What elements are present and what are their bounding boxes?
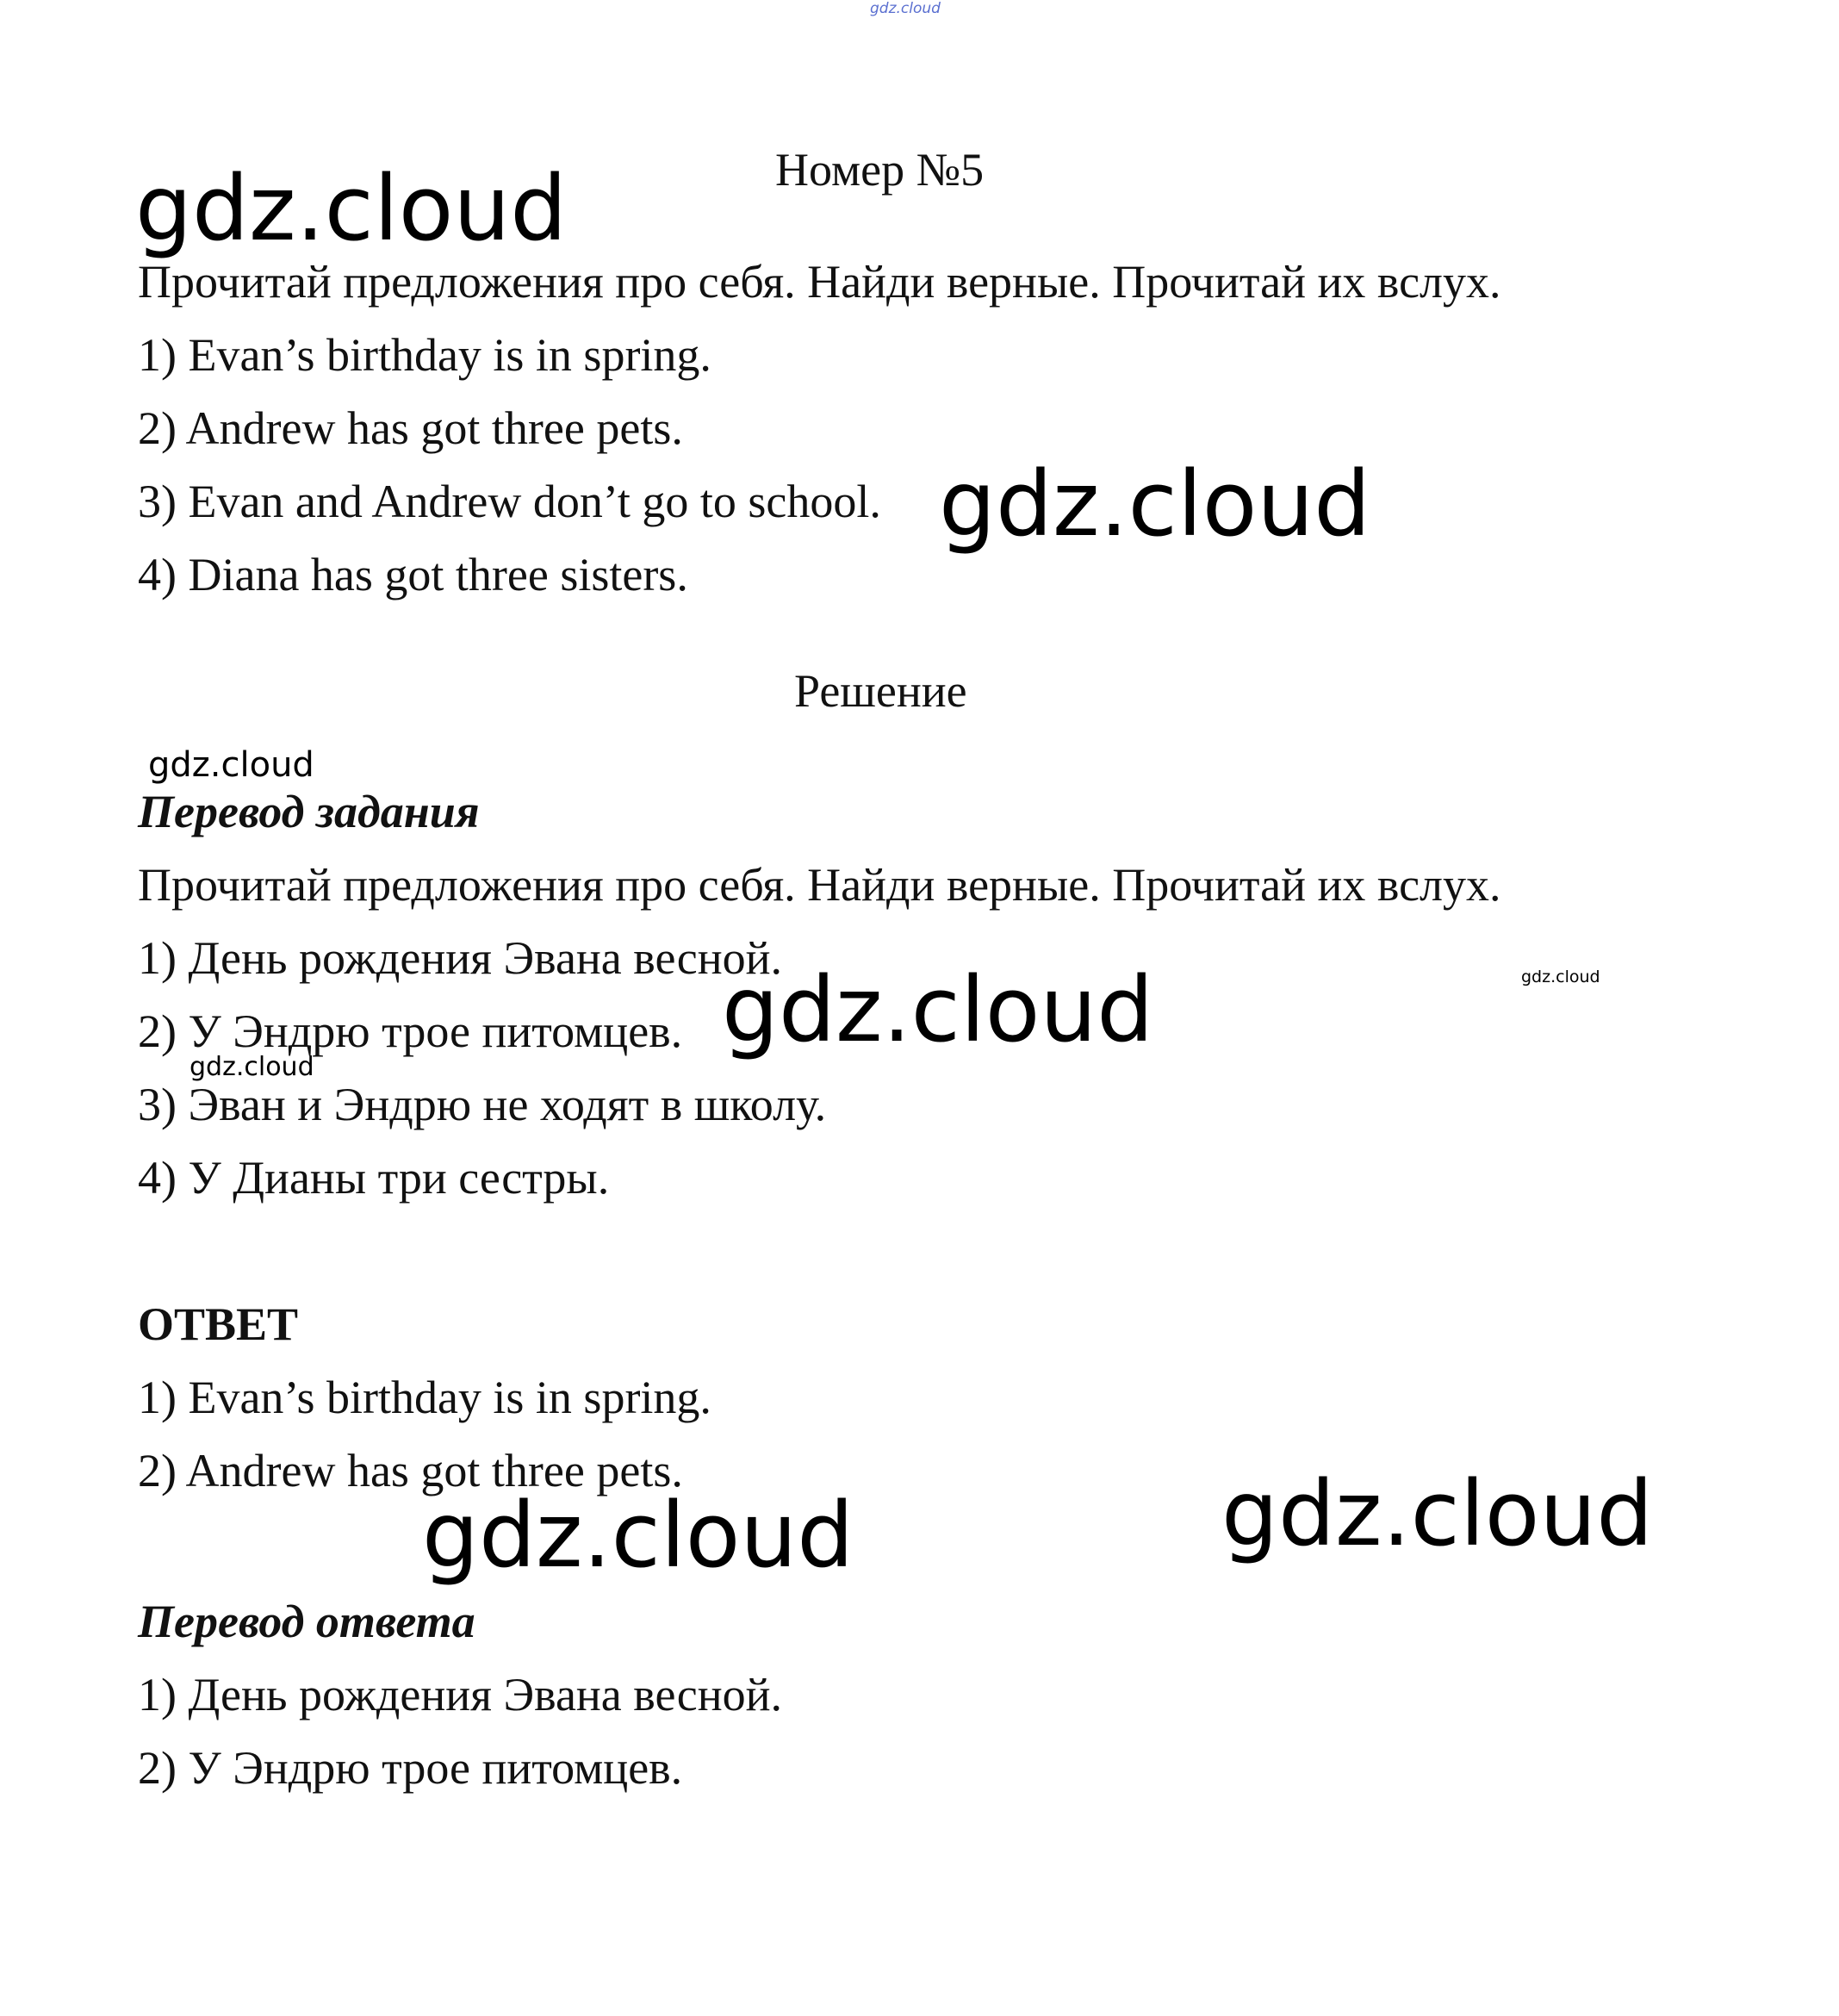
watermark-top: gdz.cloud [870,0,941,17]
answer-translation-item-2: 2) У Эндрю трое питомцев. [138,1742,683,1794]
watermark-2: gdz.cloud [939,451,1371,557]
answer-heading: ОТВЕТ [138,1298,299,1350]
task-item-3: 3) Evan and Andrew don’t go to school. [138,476,881,527]
answer-item-2: 2) Andrew has got three pets. [138,1445,683,1496]
watermark-1: gdz.cloud [135,156,568,261]
watermark-6: gdz.cloud [189,1052,314,1082]
translation-heading: Перевод задания [138,786,480,837]
translation-instruction: Прочитай предложения про себя. Найди верные. Прочитай их вслух. [138,859,1501,911]
answer-translation-item-1: 1) День рождения Эвана весной. [138,1669,783,1720]
watermark-3: gdz.cloud [148,745,314,785]
task-item-4: 4) Diana has got three sisters. [138,549,688,600]
watermark-8: gdz.cloud [422,1483,854,1588]
translation-item-2: 2) У Эндрю трое питомцев. [138,1005,683,1057]
translation-item-1: 1) День рождения Эвана весной. [138,932,783,984]
answer-translation-heading: Перевод ответа [138,1596,475,1647]
translation-item-4: 4) У Дианы три сестры. [138,1152,610,1204]
answer-item-1: 1) Evan’s birthday is in spring. [138,1372,711,1423]
task-item-2: 2) Andrew has got three pets. [138,402,683,454]
solution-title: Решение [794,665,967,717]
watermark-5: gdz.cloud [722,957,1154,1062]
task-title: Номер №5 [775,144,985,196]
watermark-4: gdz.cloud [1521,968,1600,986]
watermark-7: gdz.cloud [1221,1461,1654,1566]
translation-item-3: 3) Эван и Эндрю не ходят в школу. [138,1079,827,1130]
task-instruction: Прочитай предложения про себя. Найди верные. Прочитай их вслух. [138,256,1501,308]
task-item-1: 1) Evan’s birthday is in spring. [138,329,711,381]
